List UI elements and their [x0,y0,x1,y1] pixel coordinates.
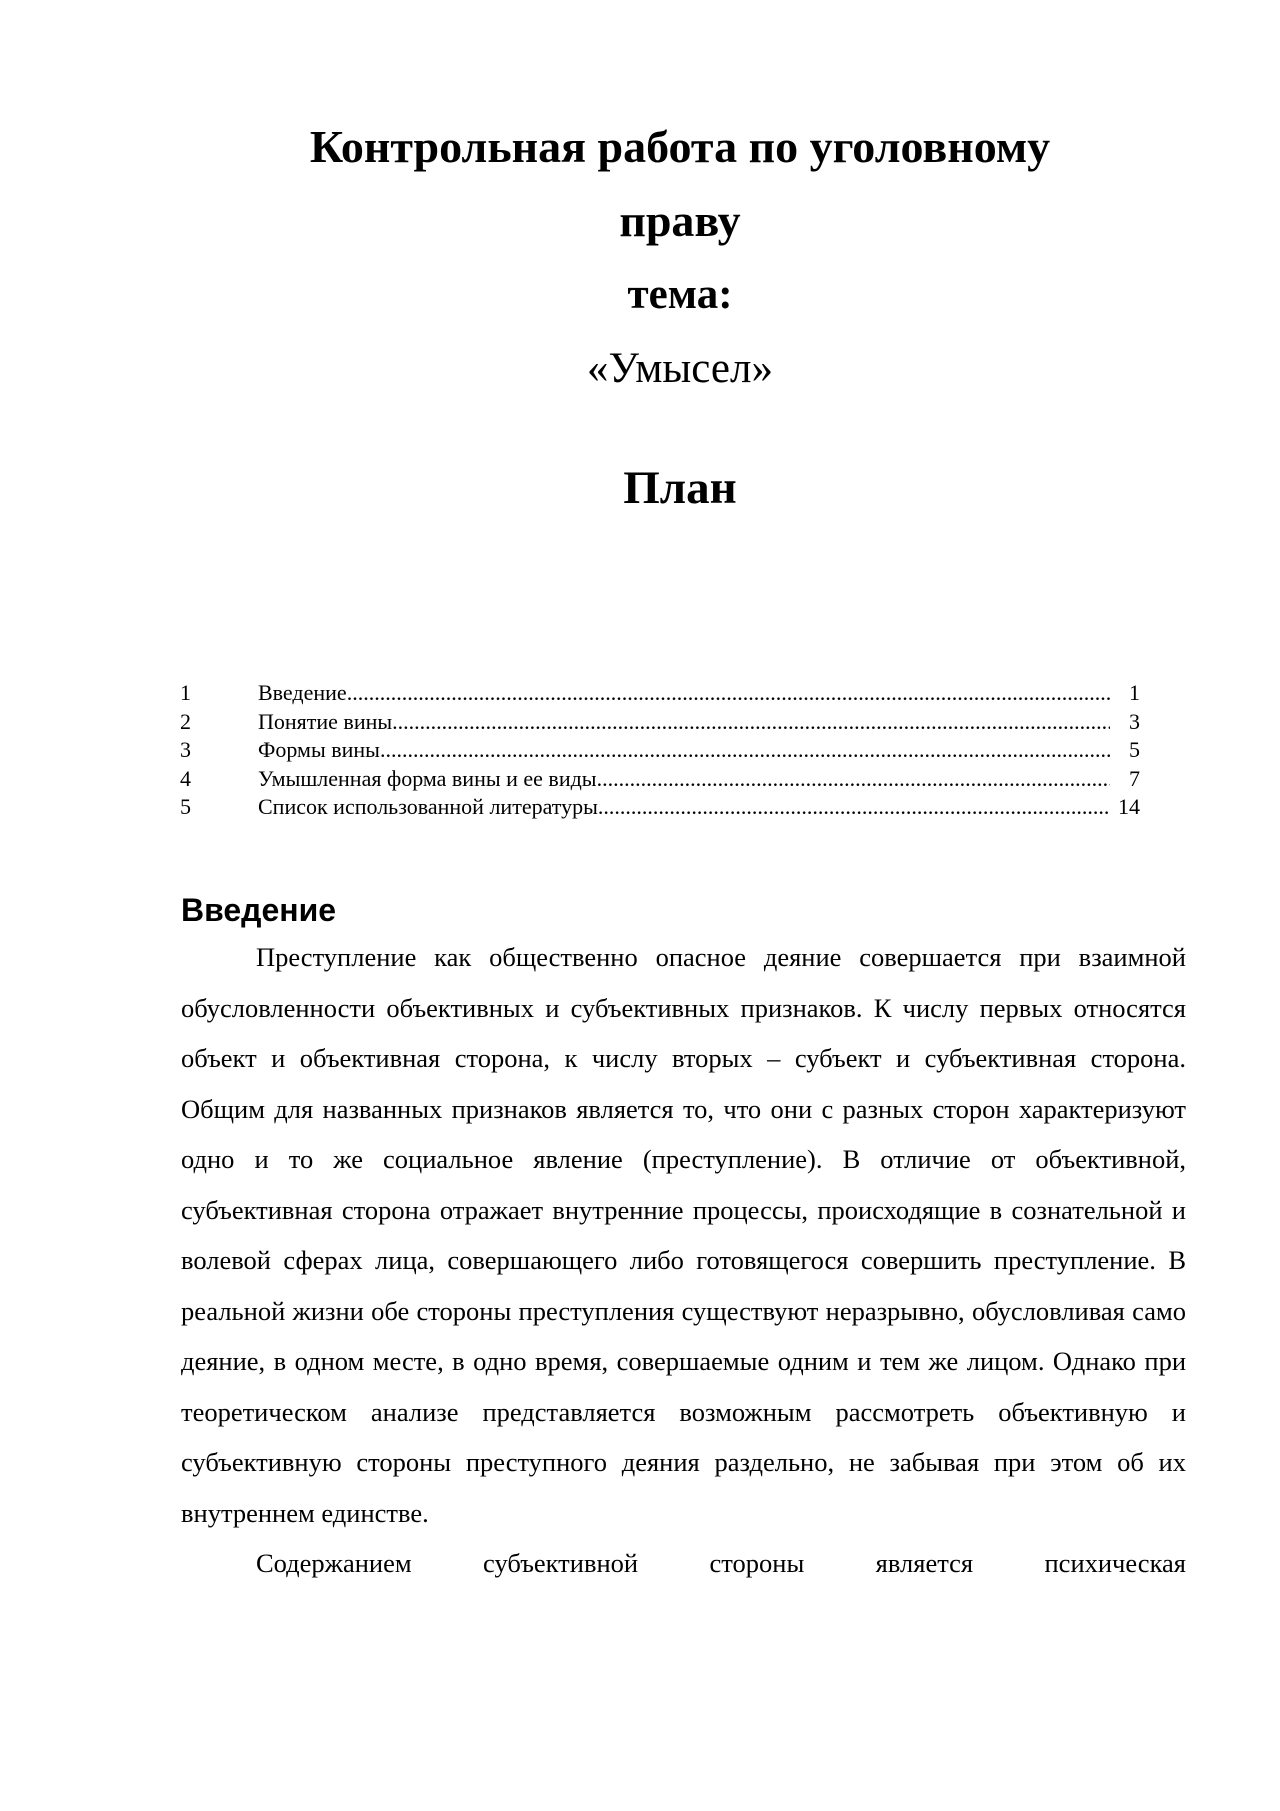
body-paragraph: Преступление как общественно опасное деяние совершается при взаимной обусловленности объективных и субъективных признаков. К числу первых относятся объект и объективная сторона, к числу вторых – субъект и субъективная сторона. Общим для названных признаков является то, что они с разных сторон характеризуют одно и то же социальное явление (преступление). В отличие от объективной, субъективная сторона отражает внутренние процессы, происходящие в сознательной и волевой сферах лица, совершающего либо готовящегося совершить преступление. В реальной жизни обе стороны преступления существуют неразрывно, обусловливая само деяние, в одном месте, в одно время, совершаемые одним и тем же лицом. Однако при теоретическом анализе представляется возможным рассмотреть объективную и субъективную стороны преступного деяния раздельно, не забывая при этом об их внутреннем единстве. [181,942,1186,1528]
topic-title: «Умысел» [587,345,773,392]
toc-item [180,680,1140,709]
topic-label: тема: [627,271,733,318]
table-of-contents [180,680,1140,823]
body-paragraph: Содержанием субъективной стороны является психическая [256,1548,1186,1578]
toc-item-number: 3 [180,737,191,762]
toc-item-label: Список использованной литературы [258,794,598,819]
toc-item [180,737,1140,766]
toc-item-label: Формы вины [258,737,380,762]
toc-item-label: Понятие вины [258,708,393,734]
toc-item-label: Умышленная форма вины и ее виды [258,765,597,791]
toc-item-page: 3 [1129,708,1140,734]
title-block [180,110,1180,406]
document-title-line-2: праву [619,195,741,246]
section-heading-introduction: Введение [181,892,337,928]
toc-item-number: 1 [180,680,191,705]
plan-heading: План [623,462,737,514]
toc-item [180,709,1140,738]
section-body [181,932,1186,1589]
toc-item-number: 5 [180,794,191,819]
toc-item [180,794,1140,823]
toc-item-page: 14 [1118,794,1140,819]
toc-item [180,766,1140,795]
toc-item-page: 7 [1129,765,1140,791]
toc-item-number: 4 [180,765,191,791]
document-title-line-1: Контрольная работа по уголовному [309,121,1051,172]
toc-item-page: 5 [1129,737,1140,762]
toc-item-number: 2 [180,708,191,734]
toc-item-page: 1 [1129,680,1140,705]
toc-item-label: Введение [258,680,347,705]
